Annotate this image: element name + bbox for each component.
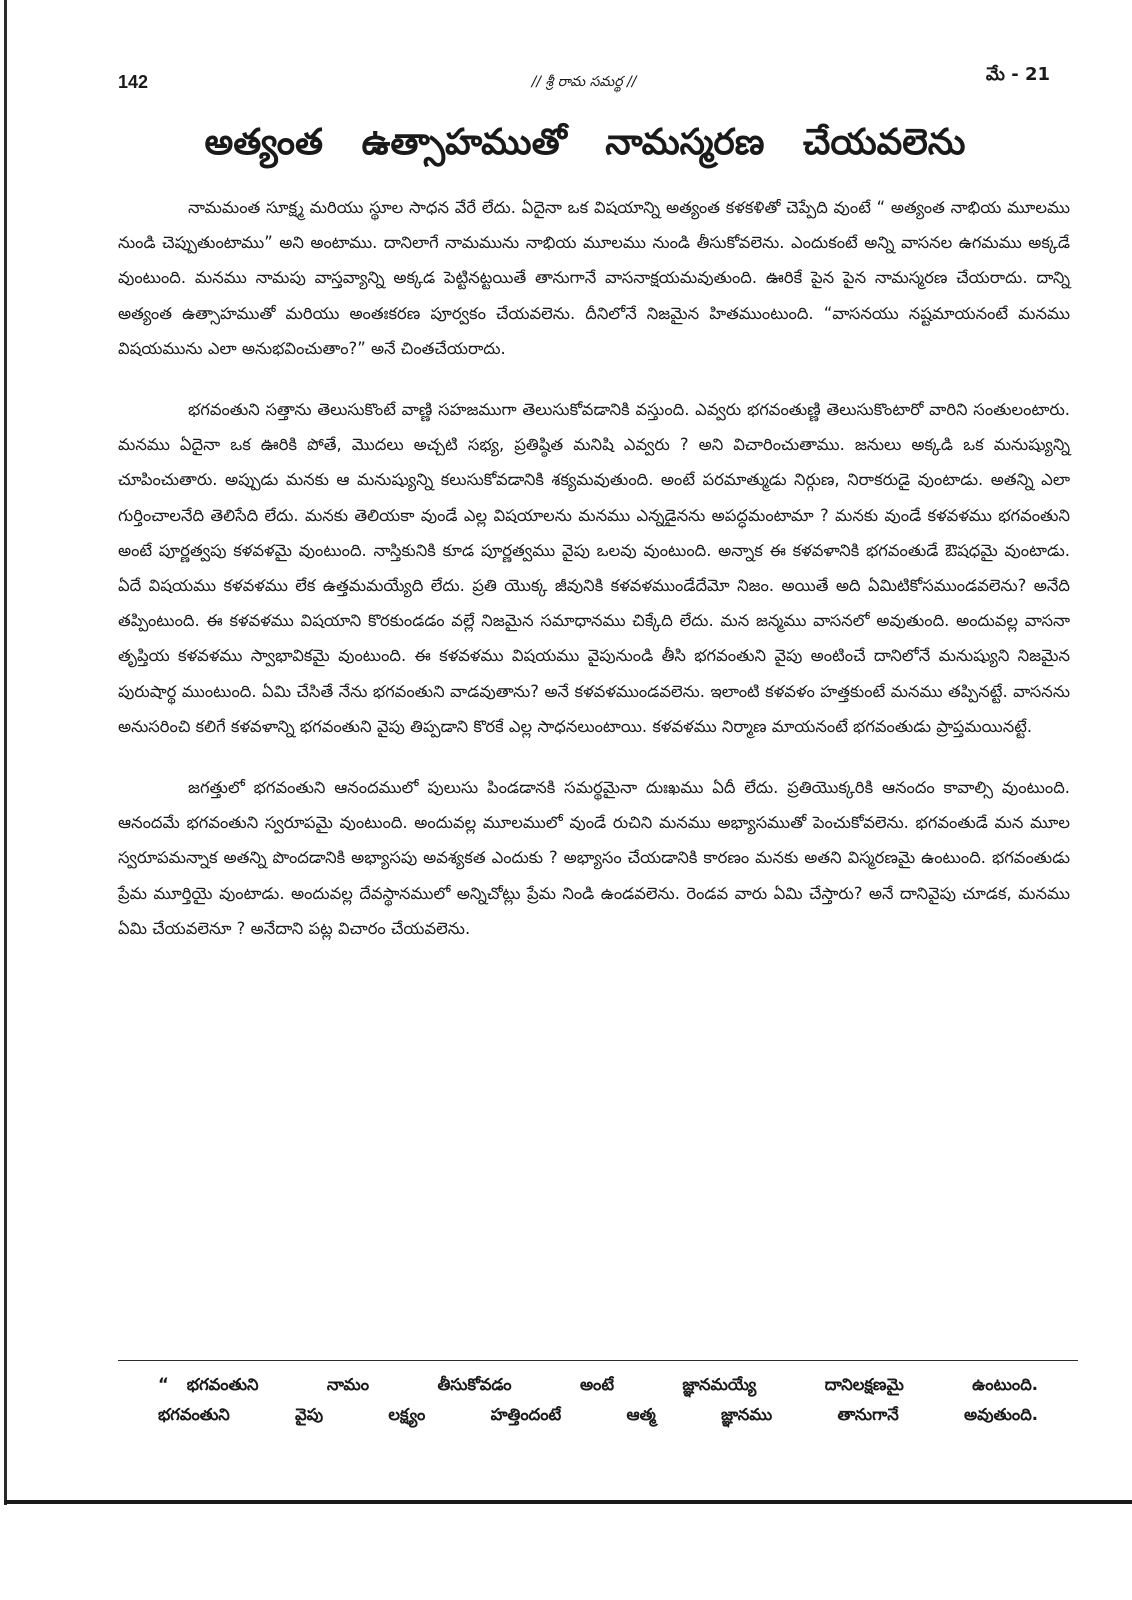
paragraph: నామమంత సూక్ష్మ మరియు స్థూల సాధన వేరే లేదు. ఏదైనా ఒక విషయాన్ని అత్యంత కళకళితో చెప్పేది వుంటే “ అత్యంత నాభియ మూలము నుండి చెప్పుతుంటాము” అని అంటాము. దానిలాగే నామమును నాభియ మూలము నుండి తీసుకోవలెను. ఎందుకంటే అన్ని వాసనల ఉగమము అక్కడే వుంటుంది. మనము నామపు వాస్తవ్యాన్ని అక్కడ పెట్టినట్టయితే తానుగానే వాసనాక్షయమవుతుంది. ఊరికే పైన పైన నామస్మరణ చేయరాదు. దాన్ని అత్యంత ఉత్సాహముతో మరియు అంతఃకరణ పూర్వకం చేయవలెను. దీనిలోనే నిజమైన హితముంటుంది. “వాసనయు నష్టమాయనంటే మనము విషయమును ఎలా అనుభవించుతాం?” అనే చింతచేయరాదు. bbox=[118, 198, 1070, 358]
running-head: // శ్రీ రామ సమర్థ // bbox=[531, 74, 637, 90]
scan-left-edge bbox=[4, 0, 7, 1505]
page-header bbox=[118, 64, 1050, 102]
paragraph: జగత్తులో భగవంతుని ఆనందములో పులుసు పిండడానకి సమర్థమైనా దుఃఖము ఏదీ లేదు. ప్రతియొక్కరికి ఆనందం కావాల్సి వుంటుంది. ఆనందమే భగవంతుని స్వరూపమై వుంటుంది. అందువల్ల మూలములో వుండే రుచిని మనము అభ్యాసముతో పెంచుకోవలెను. భగవంతుడే మన మూల స్వరూపమన్నాక అతన్ని పొందడానికి అభ్యాసపు అవశ్యకత ఎందుకు ? అభ్యాసం చేయడానికి కారణం మనకు అతని విస్మరణమై ఉంటుంది. భగవంతుడు ప్రేమ మూర్తియై వుంటాడు. అందువల్ల దేవస్థానములో అన్నిచోట్లు ప్రేమ నిండి ఉండవలెను. రెండవ వారు ఏమి చేస్తారు? అనే దానివైపు చూడక, మనము ఏమి చేయవలెనూ ? అనేదాని పట్ల విచారం చేయవలెను. bbox=[118, 778, 1070, 938]
page-title: అత్యంత ఉత్సాహముతో నామస్మరణ చేయవలెను bbox=[204, 122, 966, 163]
closing-quote bbox=[158, 1370, 1038, 1430]
quote-mark: “ bbox=[158, 1375, 169, 1394]
quote-line-2: భగవంతుని వైపు లక్ష్యం హత్తిందంటే ఆత్మ జ్ఞానము తానుగానే అవుతుంది. bbox=[158, 1405, 1038, 1424]
quote-line-1 bbox=[158, 1370, 1038, 1400]
body-text bbox=[118, 190, 1070, 972]
scan-bottom-edge bbox=[4, 1500, 1132, 1504]
quote-divider bbox=[118, 1360, 1078, 1361]
paragraph: భగవంతుని సత్తాను తెలుసుకొంటే వాణ్ణి సహజముగా తెలుసుకోవడానికి వస్తుంది. ఎవ్వరు భగవంతుణ్ణి తెలుసుకొంటారో వారిని సంతులంటారు. మనము ఏదైనా ఒక ఊరికి పోతే, మొదలు అచ్చటి సభ్య, ప్రతిష్ఠిత మనిషి ఎవ్వరు ? అని విచారించుతాము. జనులు అక్కడి ఒక మనుష్యున్ని చూపించుతారు. అప్పుడు మనకు ఆ మనుష్యున్ని కలుసుకోవడానికి శక్యమవుతుంది. అంటే పరమాత్ముడు నిర్గుణ, నిరాకరుడై వుంటాడు. అతన్ని ఎలా గుర్తించాలనేది తెలిసేది లేదు. మనకు తెలియకా వుండే ఎల్ల విషయాలను మనము ఎన్నడైనను అపద్ధమంటామా ? మనకు వుండే కళవళము భగవంతుని అంటే పూర్ణత్వపు కళవళమై వుంటుంది. నాస్తికునికి కూడ పూర్ణత్వము వైపు ఒలవు వుంటుంది. అన్నాక ఈ కళవళానికి భగవంతుడే ఔషధమై వుంటాడు. ఏదే విషయము కళవళము లేక ఉత్తమమయ్యేది లేదు. ప్రతి యొక్క జీవునికి కళవళముండేదేమో నిజం. అయితే అది ఏమిటికోసముండవలెను? అనేది తప్పింటుంది. ఈ కళవళము విషయాని కొరకుండడం వల్లే నిజమైన సమాధానము చిక్కేది లేదు. మన జన్మము వాసనలో అవుతుంది. అందువల్ల వాసనా తృప్తియ కళవళము స్వాభావికమై వుంటుంది. ఈ కళవళము విషయము వైపునుండి తీసి భగవంతుని వైపు అంటించే దానిలోనే మనుష్యుని నిజమైన పురుషార్థ ముంటుంది. ఏమి చేసితే నేను భగవంతుని వాడవుతాను? అనే కళవళముండవలెను. ఇలాంటి కళవళం హత్తకుంటే మనము తప్పినట్టే. వాసనను అనుసరించి కలిగే కళవళాన్ని భగవంతుని వైపు తిప్పడాని కొరకే ఎల్ల సాధనలుంటాయి. కళవళము నిర్మాణ మాయనంటే భగవంతుడు ప్రాప్తమయినట్టే. bbox=[118, 400, 1070, 736]
quote-text-1: భగవంతుని నామం తీసుకోవడం అంటే జ్ఞానమయ్యే దానిలక్షణమై ఉంటుంది. bbox=[186, 1375, 1038, 1394]
date-label: మే - 21 bbox=[985, 64, 1050, 85]
page-number: 142 bbox=[118, 72, 149, 92]
